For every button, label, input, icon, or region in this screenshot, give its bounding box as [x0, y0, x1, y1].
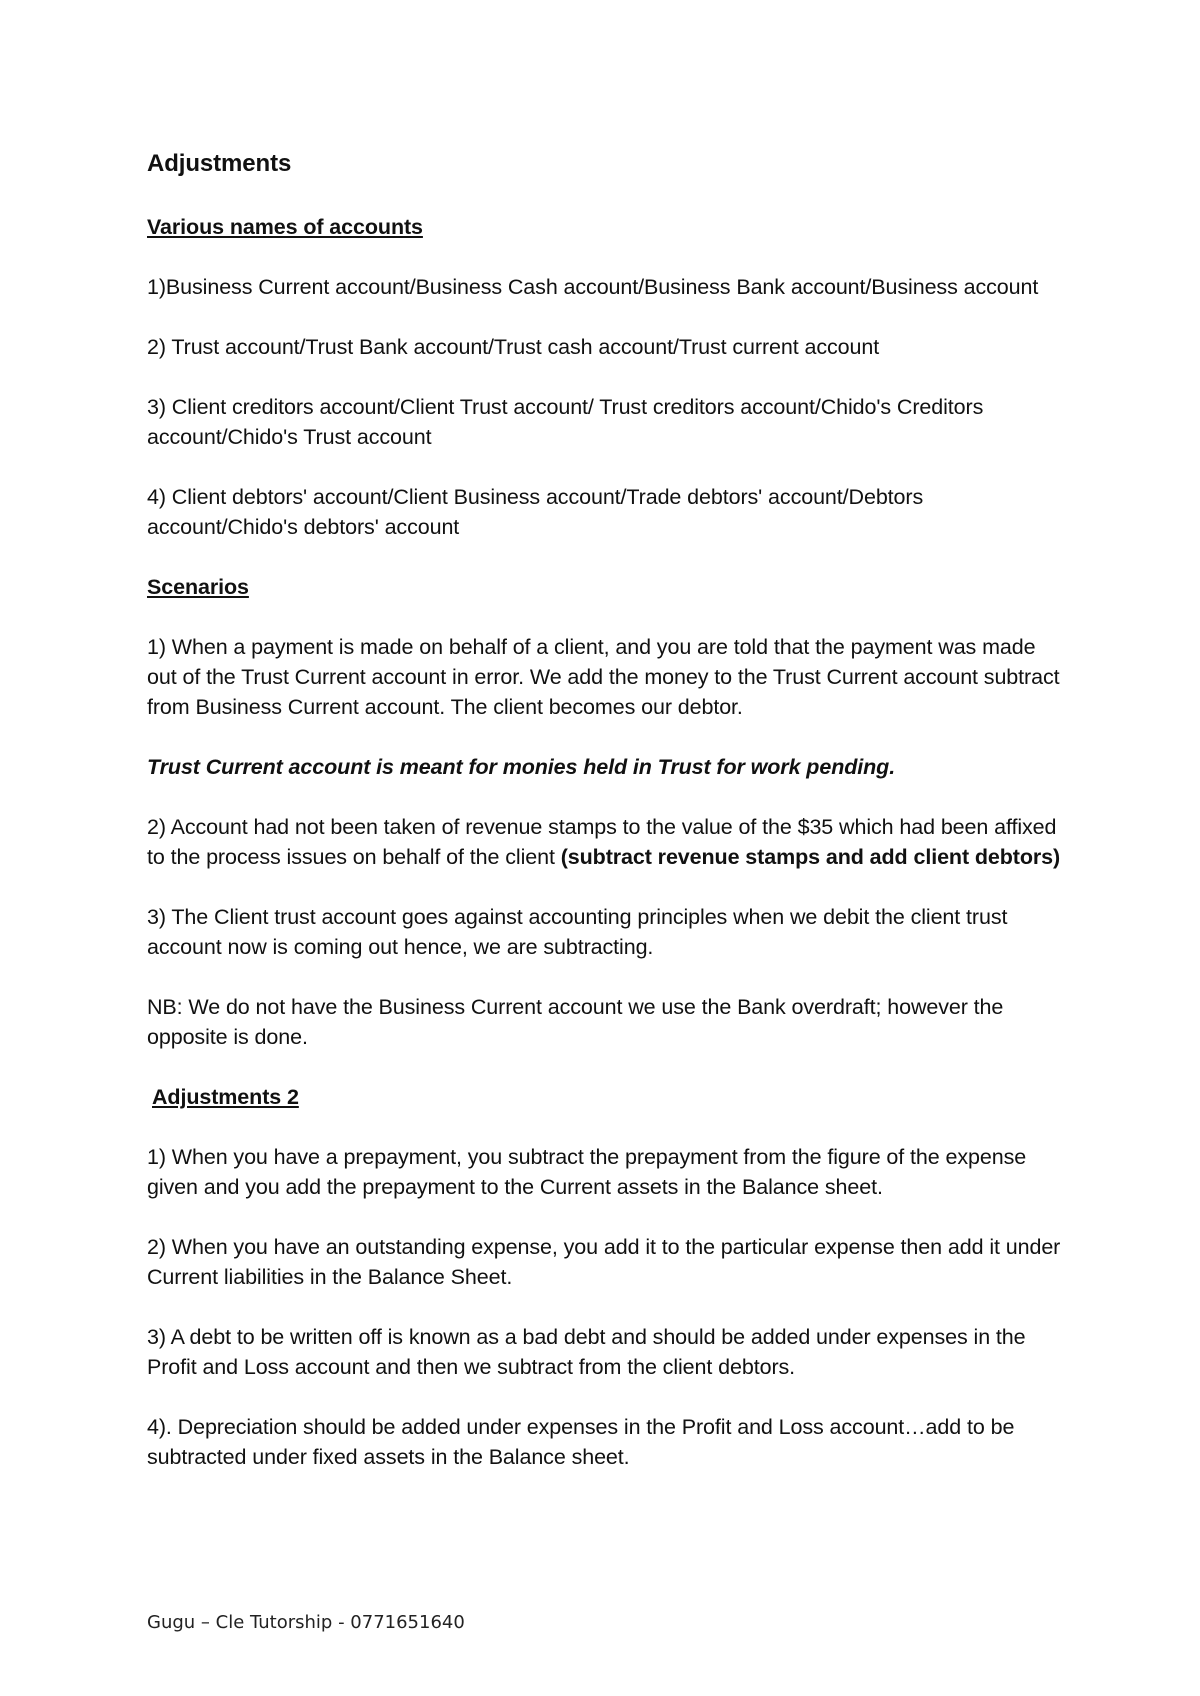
scenario-text: 2) Account had not been taken of revenue stamps to the value of the $35 which had been affixed to the process issues on behalf of the client [147, 815, 1057, 869]
page-title: Adjustments [147, 150, 292, 177]
scenario-item [147, 812, 1067, 872]
adjustment-item: 3) A debt to be written off is known as a bad debt and should be added under expenses in the Profit and Loss account and then we subtract from the client debtors. [147, 1325, 1026, 1379]
adjustments2-heading: Adjustments 2 [152, 1085, 299, 1109]
adjustment-item: 2) When you have an outstanding expense, you add it to the particular expense then add it under Current liabilities in the Balance Sheet. [147, 1235, 1061, 1289]
account-item: 4) Client debtors' account/Client Business account/Trade debtors' account/Debtors account/Chido's debtors' account [147, 485, 924, 539]
scenarios-heading: Scenarios [147, 575, 249, 599]
trust-note: Trust Current account is meant for monies held in Trust for work pending. [147, 755, 896, 779]
scenario-item: 1) When a payment is made on behalf of a client, and you are told that the payment was made out of the Trust Current account in error. We add the money to the Trust Current account subtract from Business Current account. The client becomes our debtor. [147, 635, 1060, 719]
scenario-bold-text: (subtract revenue stamps and add client debtors) [560, 845, 1061, 869]
document-body [147, 146, 1067, 1502]
page-footer: Gugu – Cle Tutorship - 0771651640 [147, 1612, 465, 1633]
account-item: 2) Trust account/Trust Bank account/Trust cash account/Trust current account [147, 335, 880, 359]
adjustment-item: 4). Depreciation should be added under expenses in the Profit and Loss account…add to be subtracted under fixed assets in the Balance sheet. [147, 1415, 1015, 1469]
accounts-heading: Various names of accounts [147, 215, 423, 239]
adjustment-item: 1) When you have a prepayment, you subtract the prepayment from the figure of the expense given and you add the prepayment to the Current assets in the Balance sheet. [147, 1145, 1027, 1199]
account-item: 3) Client creditors account/Client Trust account/ Trust creditors account/Chido's Creditors account/Chido's Trust account [147, 395, 984, 449]
nb-note: NB: We do not have the Business Current account we use the Bank overdraft; however the opposite is done. [147, 995, 1004, 1049]
scenario-item: 3) The Client trust account goes against accounting principles when we debit the client trust account now is coming out hence, we are subtracting. [147, 905, 1008, 959]
account-item: 1)Business Current account/Business Cash account/Business Bank account/Business account [147, 275, 1039, 299]
